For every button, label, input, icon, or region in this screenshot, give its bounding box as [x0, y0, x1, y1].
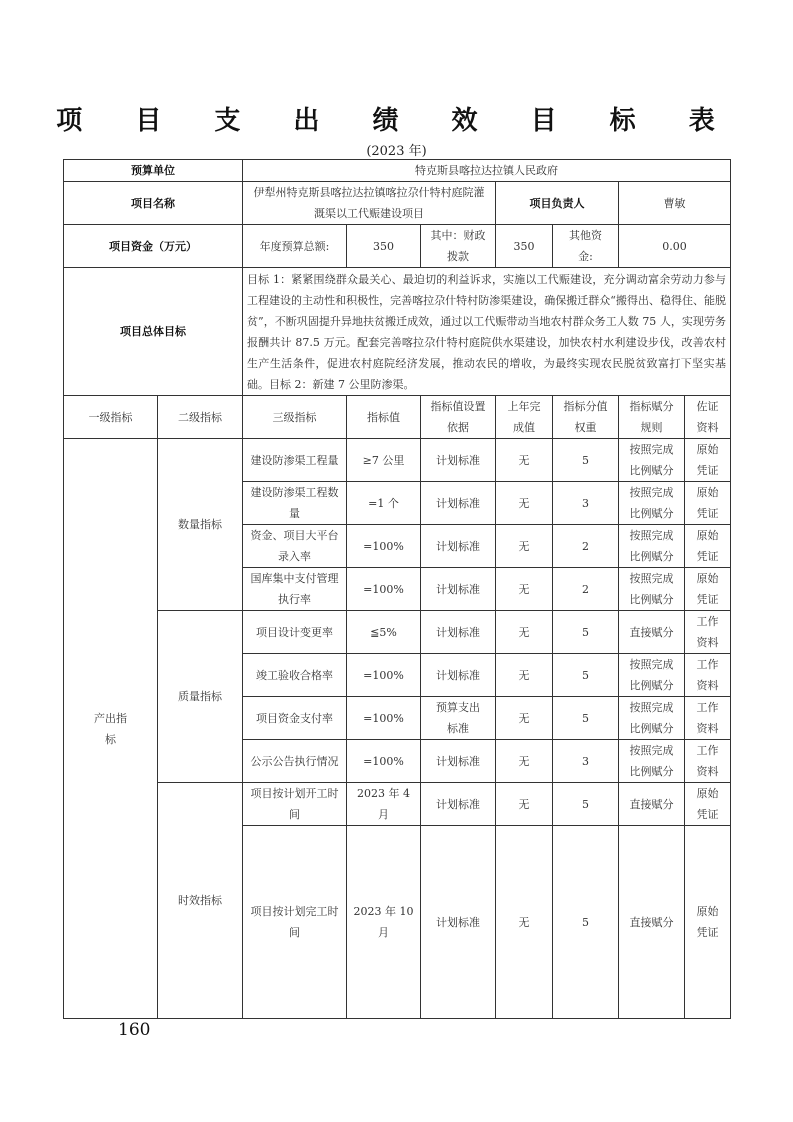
level3-indicator: 项目设计变更率 — [243, 611, 347, 654]
year-subtitle: (2023 年) — [366, 144, 427, 159]
level3-indicator: 资金、项目大平台录入率 — [243, 525, 347, 568]
last-year-value: 无 — [496, 826, 553, 1019]
performance-table — [63, 159, 731, 1019]
manager-value: 曹敏 — [619, 182, 731, 225]
scoring-rule: 直接赋分 — [619, 611, 685, 654]
col-header: 指标分值权重 — [553, 396, 619, 439]
indicator-weight: 5 — [553, 439, 619, 482]
goal-label: 项目总体目标 — [64, 268, 243, 396]
indicator-basis: 计划标准 — [421, 525, 496, 568]
evidence-material: 工作资料 — [685, 654, 731, 697]
indicator-basis: 计划标准 — [421, 783, 496, 826]
indicator-row — [64, 439, 731, 482]
last-year-value: 无 — [496, 611, 553, 654]
indicator-weight: 5 — [553, 611, 619, 654]
indicator-basis: 计划标准 — [421, 611, 496, 654]
indicator-value: =1 个 — [347, 482, 421, 525]
last-year-value: 无 — [496, 654, 553, 697]
scoring-rule: 按照完成比例赋分 — [619, 525, 685, 568]
annual-budget-value: 350 — [347, 225, 421, 268]
col-header: 佐证资料 — [685, 396, 731, 439]
level3-indicator: 项目资金支付率 — [243, 697, 347, 740]
col-header: 一级指标 — [64, 396, 158, 439]
scoring-rule: 按照完成比例赋分 — [619, 697, 685, 740]
col-header: 指标赋分规则 — [619, 396, 685, 439]
indicator-basis: 计划标准 — [421, 439, 496, 482]
fiscal-value: 350 — [496, 225, 553, 268]
indicator-weight: 2 — [553, 525, 619, 568]
other-label: 其他资金: — [553, 225, 619, 268]
indicator-basis: 计划标准 — [421, 826, 496, 1019]
last-year-value: 无 — [496, 482, 553, 525]
col-header: 指标值 — [347, 396, 421, 439]
indicator-basis: 预算支出标准 — [421, 697, 496, 740]
project-name-value: 伊犁州特克斯县喀拉达拉镇喀拉尕什特村庭院灌溉渠以工代赈建设项目 — [243, 182, 496, 225]
evidence-material: 原始凭证 — [685, 439, 731, 482]
evidence-material: 原始凭证 — [685, 783, 731, 826]
scoring-rule: 直接赋分 — [619, 826, 685, 1019]
budget-unit-value: 特克斯县喀拉达拉镇人民政府 — [243, 160, 731, 182]
evidence-material: 工作资料 — [685, 697, 731, 740]
last-year-value: 无 — [496, 439, 553, 482]
scoring-rule: 直接赋分 — [619, 783, 685, 826]
indicator-weight: 3 — [553, 482, 619, 525]
indicator-basis: 计划标准 — [421, 740, 496, 783]
scoring-rule: 按照完成比例赋分 — [619, 740, 685, 783]
indicator-value: 2023 年 4 月 — [347, 783, 421, 826]
page-number: 160 — [118, 1020, 151, 1040]
last-year-value: 无 — [496, 525, 553, 568]
indicator-weight: 5 — [553, 826, 619, 1019]
col-header: 二级指标 — [158, 396, 243, 439]
level3-indicator: 建设防渗渠工程数量 — [243, 482, 347, 525]
last-year-value: 无 — [496, 568, 553, 611]
indicator-value: =100% — [347, 525, 421, 568]
goal-text: 目标 1：紧紧围绕群众最关心、最迫切的利益诉求，实施以工代赈建设，充分调动富余劳动力参与工程建设的主动性和积极性，完善喀拉尕什特村防渗渠建设，确保搬迁群众“搬得出、稳得住、能脱贫”，不断巩固提升异地扶贫搬迁成效，通过以工代赈带动当地农村群众务工人数 75 人，实现劳务报酬共计 87.5 万元。配套完善喀拉尕什特村庭院供水渠建设，加快农村水利建设步伐，改善农村生产生活条件，促进农村庭院经济发展，推动农民的增收，为最终实现农民脱贫致富打下坚实基础。目标 2：新建 7 公里防渗渠。 — [243, 268, 731, 396]
level2-indicator: 质量指标 — [158, 611, 243, 783]
indicator-value: 2023 年 10 月 — [347, 826, 421, 1019]
indicator-basis: 计划标准 — [421, 654, 496, 697]
indicator-basis: 计划标准 — [421, 482, 496, 525]
indicator-value: =100% — [347, 740, 421, 783]
scoring-rule: 按照完成比例赋分 — [619, 482, 685, 525]
indicator-weight: 5 — [553, 654, 619, 697]
evidence-material: 原始凭证 — [685, 482, 731, 525]
level3-indicator: 项目按计划完工时间 — [243, 826, 347, 1019]
fiscal-label: 其中：财政拨款 — [421, 225, 496, 268]
evidence-material: 原始凭证 — [685, 525, 731, 568]
evidence-material: 工作资料 — [685, 611, 731, 654]
scoring-rule: 按照完成比例赋分 — [619, 568, 685, 611]
level2-indicator: 时效指标 — [158, 783, 243, 1019]
project-name-label: 项目名称 — [64, 182, 243, 225]
level2-indicator: 数量指标 — [158, 439, 243, 611]
evidence-material: 工作资料 — [685, 740, 731, 783]
indicator-value: ≥7 公里 — [347, 439, 421, 482]
last-year-value: 无 — [496, 740, 553, 783]
col-header: 三级指标 — [243, 396, 347, 439]
indicator-weight: 5 — [553, 697, 619, 740]
level1-indicator: 产出指标 — [64, 439, 158, 1019]
level3-indicator: 公示公告执行情况 — [243, 740, 347, 783]
scoring-rule: 按照完成比例赋分 — [619, 439, 685, 482]
col-header: 指标值设置依据 — [421, 396, 496, 439]
last-year-value: 无 — [496, 783, 553, 826]
level3-indicator: 竣工验收合格率 — [243, 654, 347, 697]
funds-label: 项目资金（万元） — [64, 225, 243, 268]
indicator-value: ≦5% — [347, 611, 421, 654]
annual-budget-label: 年度预算总额: — [243, 225, 347, 268]
level3-indicator: 国库集中支付管理执行率 — [243, 568, 347, 611]
level3-indicator: 建设防渗渠工程量 — [243, 439, 347, 482]
last-year-value: 无 — [496, 697, 553, 740]
indicator-weight: 3 — [553, 740, 619, 783]
indicator-weight: 2 — [553, 568, 619, 611]
col-header: 上年完成值 — [496, 396, 553, 439]
indicator-value: =100% — [347, 697, 421, 740]
indicator-value: =100% — [347, 654, 421, 697]
indicator-basis: 计划标准 — [421, 568, 496, 611]
scoring-rule: 按照完成比例赋分 — [619, 654, 685, 697]
level3-indicator: 项目按计划开工时间 — [243, 783, 347, 826]
column-header-row — [64, 396, 731, 439]
other-value: 0.00 — [619, 225, 731, 268]
indicator-value: =100% — [347, 568, 421, 611]
indicator-weight: 5 — [553, 783, 619, 826]
evidence-material: 原始凭证 — [685, 568, 731, 611]
indicator-row — [64, 783, 731, 826]
manager-label: 项目负责人 — [496, 182, 619, 225]
page-title: 项 目 支 出 绩 效 目 标 表 — [56, 106, 737, 136]
budget-unit-label: 预算单位 — [64, 160, 243, 182]
indicator-row — [64, 611, 731, 654]
evidence-material: 原始凭证 — [685, 826, 731, 1019]
